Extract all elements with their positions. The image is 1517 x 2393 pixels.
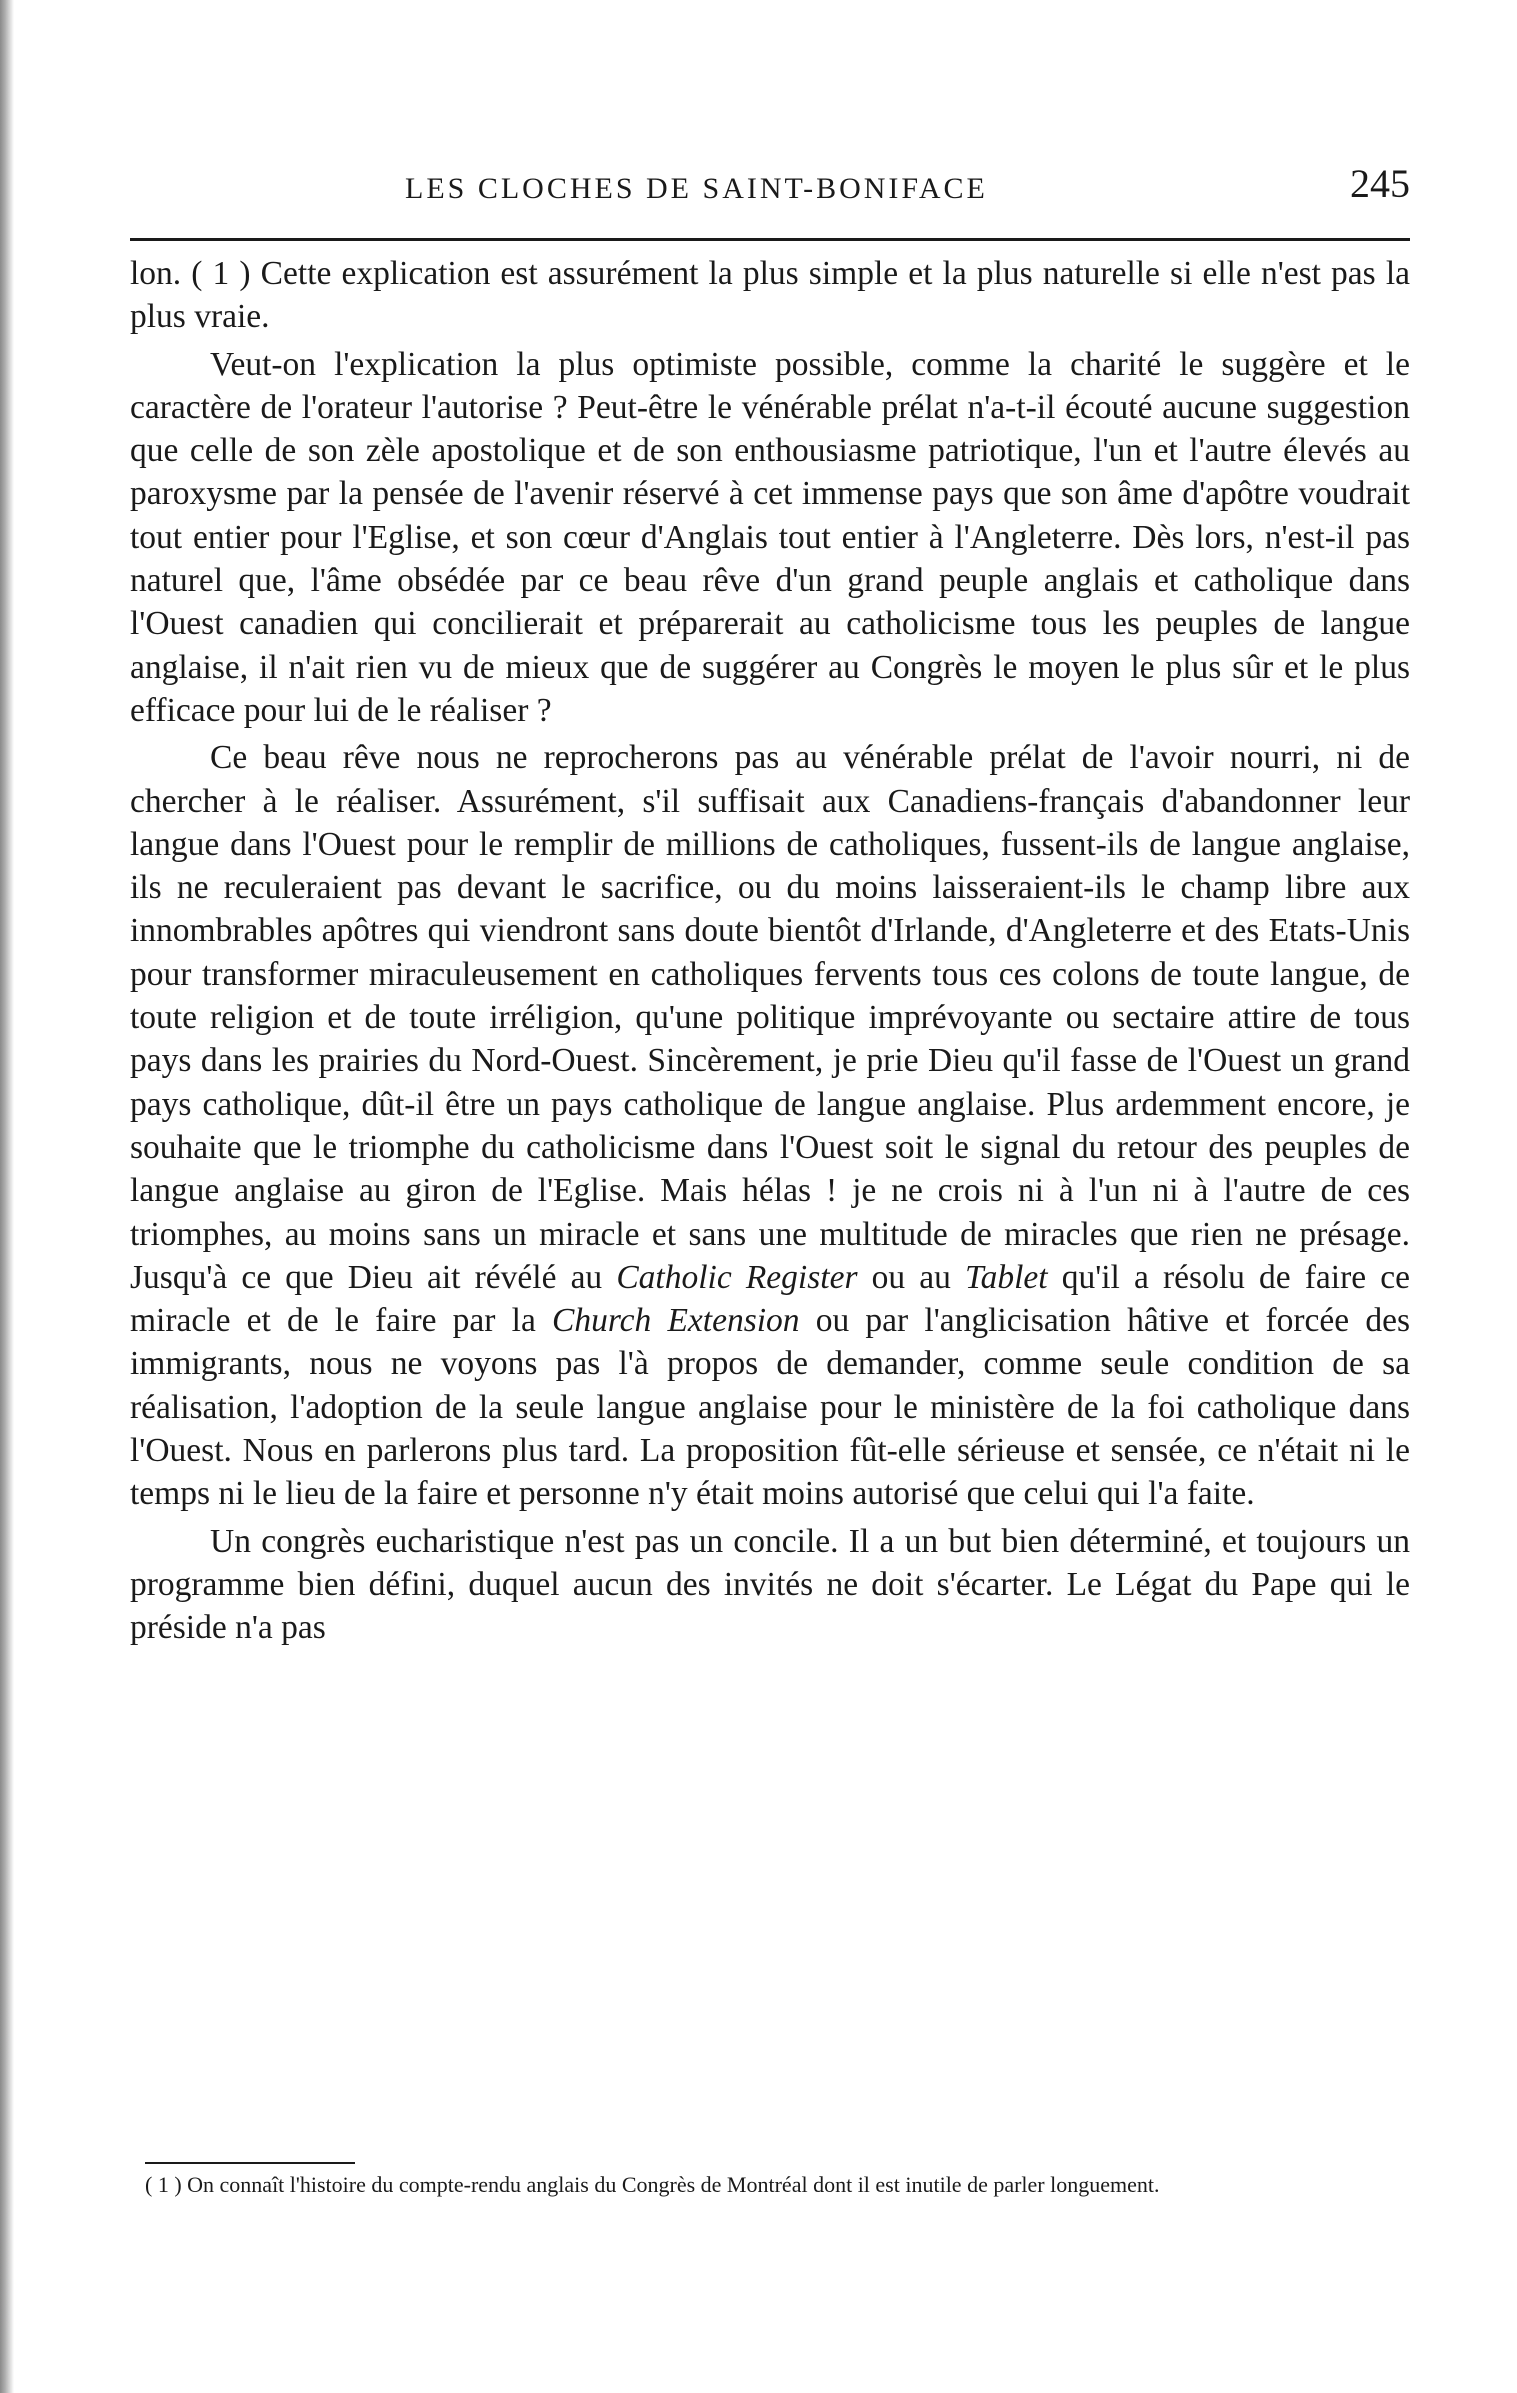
paragraph-3-text-3: qu'il a résolu de faire ce miracle et de le faire par la: [130, 1258, 1410, 1340]
paragraph-3-text-2: ou au: [857, 1258, 966, 1296]
page-number: 245: [1350, 161, 1410, 206]
page-header: [130, 160, 1410, 220]
paragraph-3-text-1: Ce beau rêve nous ne reprocherons pas au vénérable prélat de l'avoir nourri, ni de chercher à le réaliser. Assurément, s'il suffisait aux Canadiens-français d'abandonner leur langue dans l'Ouest pour le remplir de millions de catholiques, fussent-ils de langue anglaise, ils ne reculeraient pas devant le sacrifice, ou du moins laisseraient-ils le champ libre aux innombrables apôtres qui viendront sans doute bientôt d'Irlande, d'Angleterre et des Etats-Unis pour transformer miraculeusement en catholiques fervents tous ces colons de toute langue, de toute religion et de toute irréligion, qu'une politique imprévoyante ou sectaire attire de tous pays dans les prairies du Nord-Ouest. Sincèrement, je prie Dieu qu'il fasse de l'Ouest un grand pays catholique, dût-il être un pays catholique de langue anglaise. Plus ardemment encore, je souhaite que le triomphe du catholicisme dans l'Ouest soit le signal du retour des peuples de langue anglaise au giron de l'Eglise. Mais hélas ! je ne crois ni à l'un ni à l'autre de ces triomphes, au moins sans un miracle et sans une multitude de miracles que rien ne présage. Jusqu'à ce que Dieu ait révélé au: [130, 739, 1410, 1296]
paragraph-3: [130, 736, 1410, 1515]
paragraph-3-text-4: ou par l'anglicisation hâtive et forcée des immigrants, nous ne voyons pas l'à propos de demander, comme seule condition de sa réalisation, l'adoption de la seule langue anglaise pour le ministère de la foi catholique dans l'Ouest. Nous en parlerons plus tard. La proposition fût-elle sérieuse et sensée, ce n'était ni le temps ni le lieu de la faire et personne n'y était moins autorisé que celui qui l'a faite.: [130, 1302, 1411, 1513]
footnote: ( 1 ) On connaît l'histoire du compte-rendu anglais du Congrès de Montréal dont il est inutile de parler longuement.: [145, 2172, 1160, 2197]
italic-tablet: Tablet: [965, 1258, 1048, 1296]
footnote-rule: [145, 2162, 355, 2164]
italic-catholic-register: Catholic Register: [616, 1258, 858, 1296]
paragraph-2: Veut-on l'explication la plus optimiste possible, comme la charité le suggère et le caractère de l'orateur l'autorise ? Peut-être le vénérable prélat n'a-t-il écouté aucune suggestion que celle de son zèle apostolique et de son enthousiasme patriotique, l'un et l'autre élevés au paroxysme par la pensée de l'avenir réservé à cet immense pays que son âme d'apôtre voudrait tout entier pour l'Eglise, et son cœur d'Anglais tout entier à l'Angleterre. Dès lors, n'est-il pas naturel que, l'âme obsédée par ce beau rêve d'un grand peuple anglais et catholique dans l'Ouest canadien qui concilierait et préparerait au catholicisme tous les peuples de langue anglaise, il n'ait rien vu de mieux que de suggérer au Congrès le moyen le plus sûr et le plus efficace pour lui de le réaliser ?: [130, 345, 1410, 729]
body-text: [130, 252, 1410, 1654]
italic-church-extension: Church Extension: [552, 1302, 800, 1340]
scan-edge-shadow: [0, 0, 14, 2393]
header-rule: [130, 238, 1410, 241]
paragraph-1: lon. ( 1 ) Cette explication est assurément la plus simple et la plus naturelle si elle n'est pas la plus vraie.: [130, 255, 1410, 336]
paragraph-4: Un congrès eucharistique n'est pas un concile. Il a un but bien déterminé, et toujours un programme bien défini, duquel aucun des invités ne doit s'écarter. Le Légat du Pape qui le préside n'a pas: [130, 1522, 1410, 1647]
running-title: LES CLOCHES DE SAINT-BONIFACE: [405, 172, 988, 205]
